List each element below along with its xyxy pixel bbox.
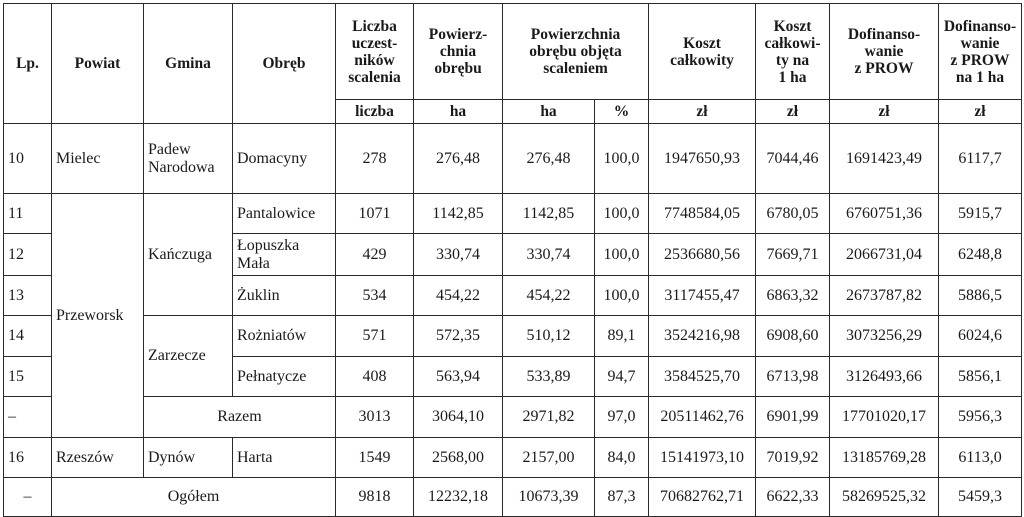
cell-razem-label: Razem bbox=[144, 397, 336, 438]
cell-pow-obrebu: 454,22 bbox=[414, 276, 503, 316]
land-consolidation-table bbox=[3, 3, 1022, 517]
header-koszt-ha-line: całkowi- bbox=[764, 34, 821, 52]
cell-gmina: Dynów bbox=[144, 438, 233, 478]
cell-koszt-ha: 6622,33 bbox=[756, 478, 830, 517]
cell-liczba: 534 bbox=[336, 276, 414, 316]
cell-liczba: 1549 bbox=[336, 438, 414, 478]
cell-obreb-line: Mała bbox=[237, 254, 270, 272]
cell-koszt: 1947650,93 bbox=[649, 124, 756, 194]
cell-pow-objeta-ha: 276,48 bbox=[503, 124, 595, 194]
cell-gmina bbox=[144, 124, 233, 194]
cell-dofin-ha: 5459,3 bbox=[939, 478, 1022, 517]
cell-pow-objeta-ha: 454,22 bbox=[503, 276, 595, 316]
header-dofin-line: wanie bbox=[864, 43, 904, 60]
header-pow-obrebu-line: Powierz- bbox=[428, 26, 488, 43]
cell-obreb: Pełnatycze bbox=[233, 357, 336, 397]
cell-liczba: 9818 bbox=[336, 478, 414, 517]
cell-pow-objeta-pct: 97,0 bbox=[595, 397, 649, 438]
cell-koszt: 70682762,71 bbox=[649, 478, 756, 517]
unit-liczba: liczba bbox=[336, 100, 414, 124]
cell-pow-objeta-pct: 100,0 bbox=[595, 234, 649, 276]
cell-koszt-ha: 7669,71 bbox=[756, 234, 830, 276]
header-pow-objeta-line: Powierzchnia bbox=[530, 26, 621, 43]
cell-pow-objeta-pct: 94,7 bbox=[595, 357, 649, 397]
cell-liczba: 3013 bbox=[336, 397, 414, 438]
cell-dofin: 3126493,66 bbox=[830, 357, 939, 397]
cell-dofin: 2066731,04 bbox=[830, 234, 939, 276]
header-liczba bbox=[336, 4, 414, 100]
header-koszt bbox=[649, 4, 756, 100]
cell-dofin-ha: 6113,0 bbox=[939, 438, 1022, 478]
header-dofin bbox=[830, 4, 939, 100]
cell-dofin: 17701020,17 bbox=[830, 397, 939, 438]
cell-pow-obrebu: 3064,10 bbox=[414, 397, 503, 438]
cell-koszt: 15141973,10 bbox=[649, 438, 756, 478]
unit-koszt: zł bbox=[649, 100, 756, 124]
header-gmina: Gmina bbox=[144, 4, 233, 124]
header-koszt-ha-line: ty na bbox=[775, 51, 810, 69]
header-dofin-ha-line: Dofinanso- bbox=[943, 17, 1017, 35]
cell-lp: 11 bbox=[4, 194, 52, 234]
header-dofin-ha-line: na 1 ha bbox=[955, 68, 1005, 86]
cell-koszt: 20511462,76 bbox=[649, 397, 756, 438]
header-koszt-line: całkowity bbox=[670, 51, 734, 69]
cell-pow-obrebu: 12232,18 bbox=[414, 478, 503, 517]
header-dofin-ha bbox=[939, 4, 1022, 100]
header-koszt-ha bbox=[756, 4, 830, 100]
cell-pow-obrebu: 1142,85 bbox=[414, 194, 503, 234]
cell-koszt: 7748584,05 bbox=[649, 194, 756, 234]
cell-gmina-zarzecze: Zarzecze bbox=[144, 316, 233, 397]
cell-pow-objeta-ha: 533,89 bbox=[503, 357, 595, 397]
cell-lp: 16 bbox=[4, 438, 52, 478]
cell-pow-objeta-ha: 2971,82 bbox=[503, 397, 595, 438]
unit-pow-objeta-ha: ha bbox=[503, 100, 595, 124]
table-row bbox=[4, 438, 1022, 478]
cell-pow-objeta-pct: 100,0 bbox=[595, 194, 649, 234]
cell-obreb: Domacyny bbox=[233, 124, 336, 194]
cell-dofin-ha: 6024,6 bbox=[939, 316, 1022, 357]
header-pow-obrebu-line: obrębu bbox=[434, 60, 482, 77]
cell-dofin-ha: 5956,3 bbox=[939, 397, 1022, 438]
cell-koszt: 3524216,98 bbox=[649, 316, 756, 357]
unit-dofin-ha: zł bbox=[939, 100, 1022, 124]
header-koszt-line: Koszt bbox=[683, 34, 721, 52]
header-powiat: Powiat bbox=[52, 4, 144, 124]
header-row bbox=[4, 4, 1022, 100]
unit-koszt-ha: zł bbox=[756, 100, 830, 124]
cell-koszt-ha: 6908,60 bbox=[756, 316, 830, 357]
cell-powiat-przeworsk: Przeworsk bbox=[52, 194, 144, 438]
cell-dofin-ha: 5886,5 bbox=[939, 276, 1022, 316]
header-liczba-line: ników bbox=[354, 51, 395, 69]
cell-pow-objeta-ha: 2157,00 bbox=[503, 438, 595, 478]
cell-lp: – bbox=[4, 478, 52, 517]
cell-pow-objeta-pct: 100,0 bbox=[595, 124, 649, 194]
cell-lp: – bbox=[4, 397, 52, 438]
cell-pow-objeta-pct: 84,0 bbox=[595, 438, 649, 478]
cell-liczba: 278 bbox=[336, 124, 414, 194]
cell-lp: 10 bbox=[4, 124, 52, 194]
header-lp: Lp. bbox=[4, 4, 52, 124]
cell-pow-obrebu: 572,35 bbox=[414, 316, 503, 357]
cell-koszt: 3117455,47 bbox=[649, 276, 756, 316]
cell-dofin: 1691423,49 bbox=[830, 124, 939, 194]
cell-koszt-ha: 6901,99 bbox=[756, 397, 830, 438]
header-obreb: Obręb bbox=[233, 4, 336, 124]
cell-gmina-line: Narodowa bbox=[148, 158, 215, 176]
cell-liczba: 1071 bbox=[336, 194, 414, 234]
cell-pow-objeta-pct: 100,0 bbox=[595, 276, 649, 316]
cell-pow-objeta-ha: 330,74 bbox=[503, 234, 595, 276]
cell-obreb: Żuklin bbox=[233, 276, 336, 316]
cell-pow-obrebu: 330,74 bbox=[414, 234, 503, 276]
unit-pow-objeta-pct: % bbox=[595, 100, 649, 124]
cell-koszt-ha: 6863,32 bbox=[756, 276, 830, 316]
header-pow-objeta-line: obrębu objęta bbox=[529, 43, 622, 60]
cell-pow-obrebu: 276,48 bbox=[414, 124, 503, 194]
cell-pow-obrebu: 563,94 bbox=[414, 357, 503, 397]
header-dofin-line: Dofinanso- bbox=[847, 26, 921, 43]
cell-dofin: 58269525,32 bbox=[830, 478, 939, 517]
cell-koszt: 2536680,56 bbox=[649, 234, 756, 276]
cell-obreb: Harta bbox=[233, 438, 336, 478]
cell-obreb-line: Łopuszka bbox=[237, 236, 300, 254]
cell-dofin-ha: 5856,1 bbox=[939, 357, 1022, 397]
header-liczba-line: uczest- bbox=[351, 34, 398, 52]
cell-pow-objeta-ha: 1142,85 bbox=[503, 194, 595, 234]
cell-pow-objeta-pct: 87,3 bbox=[595, 478, 649, 517]
unit-dofin: zł bbox=[830, 100, 939, 124]
cell-liczba: 429 bbox=[336, 234, 414, 276]
header-koszt-ha-line: Koszt bbox=[773, 17, 812, 35]
cell-pow-objeta-pct: 89,1 bbox=[595, 316, 649, 357]
table-row bbox=[4, 124, 1022, 194]
cell-dofin-ha: 6117,7 bbox=[939, 124, 1022, 194]
header-pow-obrebu bbox=[414, 4, 503, 100]
total-row bbox=[4, 478, 1022, 517]
cell-pow-objeta-ha: 510,12 bbox=[503, 316, 595, 357]
cell-powiat: Rzeszów bbox=[52, 438, 144, 478]
header-liczba-line: scalenia bbox=[348, 68, 401, 86]
cell-powiat: Mielec bbox=[52, 124, 144, 194]
subtotal-row bbox=[4, 397, 1022, 438]
cell-pow-objeta-ha: 10673,39 bbox=[503, 478, 595, 517]
header-pow-objeta bbox=[503, 4, 649, 100]
cell-lp: 13 bbox=[4, 276, 52, 316]
cell-koszt-ha: 7044,46 bbox=[756, 124, 830, 194]
cell-koszt-ha: 6713,98 bbox=[756, 357, 830, 397]
cell-gmina-line: Padew bbox=[148, 140, 191, 158]
cell-dofin-ha: 5915,7 bbox=[939, 194, 1022, 234]
header-dofin-line: z PROW bbox=[854, 60, 914, 77]
header-pow-obrebu-line: chnia bbox=[439, 43, 477, 60]
cell-lp: 12 bbox=[4, 234, 52, 276]
header-pow-objeta-line: scaleniem bbox=[543, 60, 608, 77]
header-liczba-line: Liczba bbox=[352, 17, 397, 35]
table-row bbox=[4, 316, 1022, 357]
cell-lp: 14 bbox=[4, 316, 52, 357]
cell-liczba: 408 bbox=[336, 357, 414, 397]
cell-dofin: 13185769,28 bbox=[830, 438, 939, 478]
cell-dofin: 2673787,82 bbox=[830, 276, 939, 316]
table-row bbox=[4, 194, 1022, 234]
cell-obreb: Pantalowice bbox=[233, 194, 336, 234]
cell-koszt-ha: 7019,92 bbox=[756, 438, 830, 478]
header-koszt-ha-line: 1 ha bbox=[778, 68, 807, 86]
cell-gmina-kanczuga: Kańczuga bbox=[144, 194, 233, 316]
cell-liczba: 571 bbox=[336, 316, 414, 357]
cell-dofin-ha: 6248,8 bbox=[939, 234, 1022, 276]
cell-lp: 15 bbox=[4, 357, 52, 397]
unit-pow-obrebu: ha bbox=[414, 100, 503, 124]
header-dofin-ha-line: wanie bbox=[960, 34, 1000, 52]
cell-ogolem-label: Ogółem bbox=[52, 478, 336, 517]
cell-obreb bbox=[233, 234, 336, 276]
cell-dofin: 6760751,36 bbox=[830, 194, 939, 234]
cell-obreb: Rożniatów bbox=[233, 316, 336, 357]
cell-koszt-ha: 6780,05 bbox=[756, 194, 830, 234]
cell-dofin: 3073256,29 bbox=[830, 316, 939, 357]
header-dofin-ha-line: z PROW bbox=[950, 51, 1010, 69]
cell-koszt: 3584525,70 bbox=[649, 357, 756, 397]
cell-pow-obrebu: 2568,00 bbox=[414, 438, 503, 478]
